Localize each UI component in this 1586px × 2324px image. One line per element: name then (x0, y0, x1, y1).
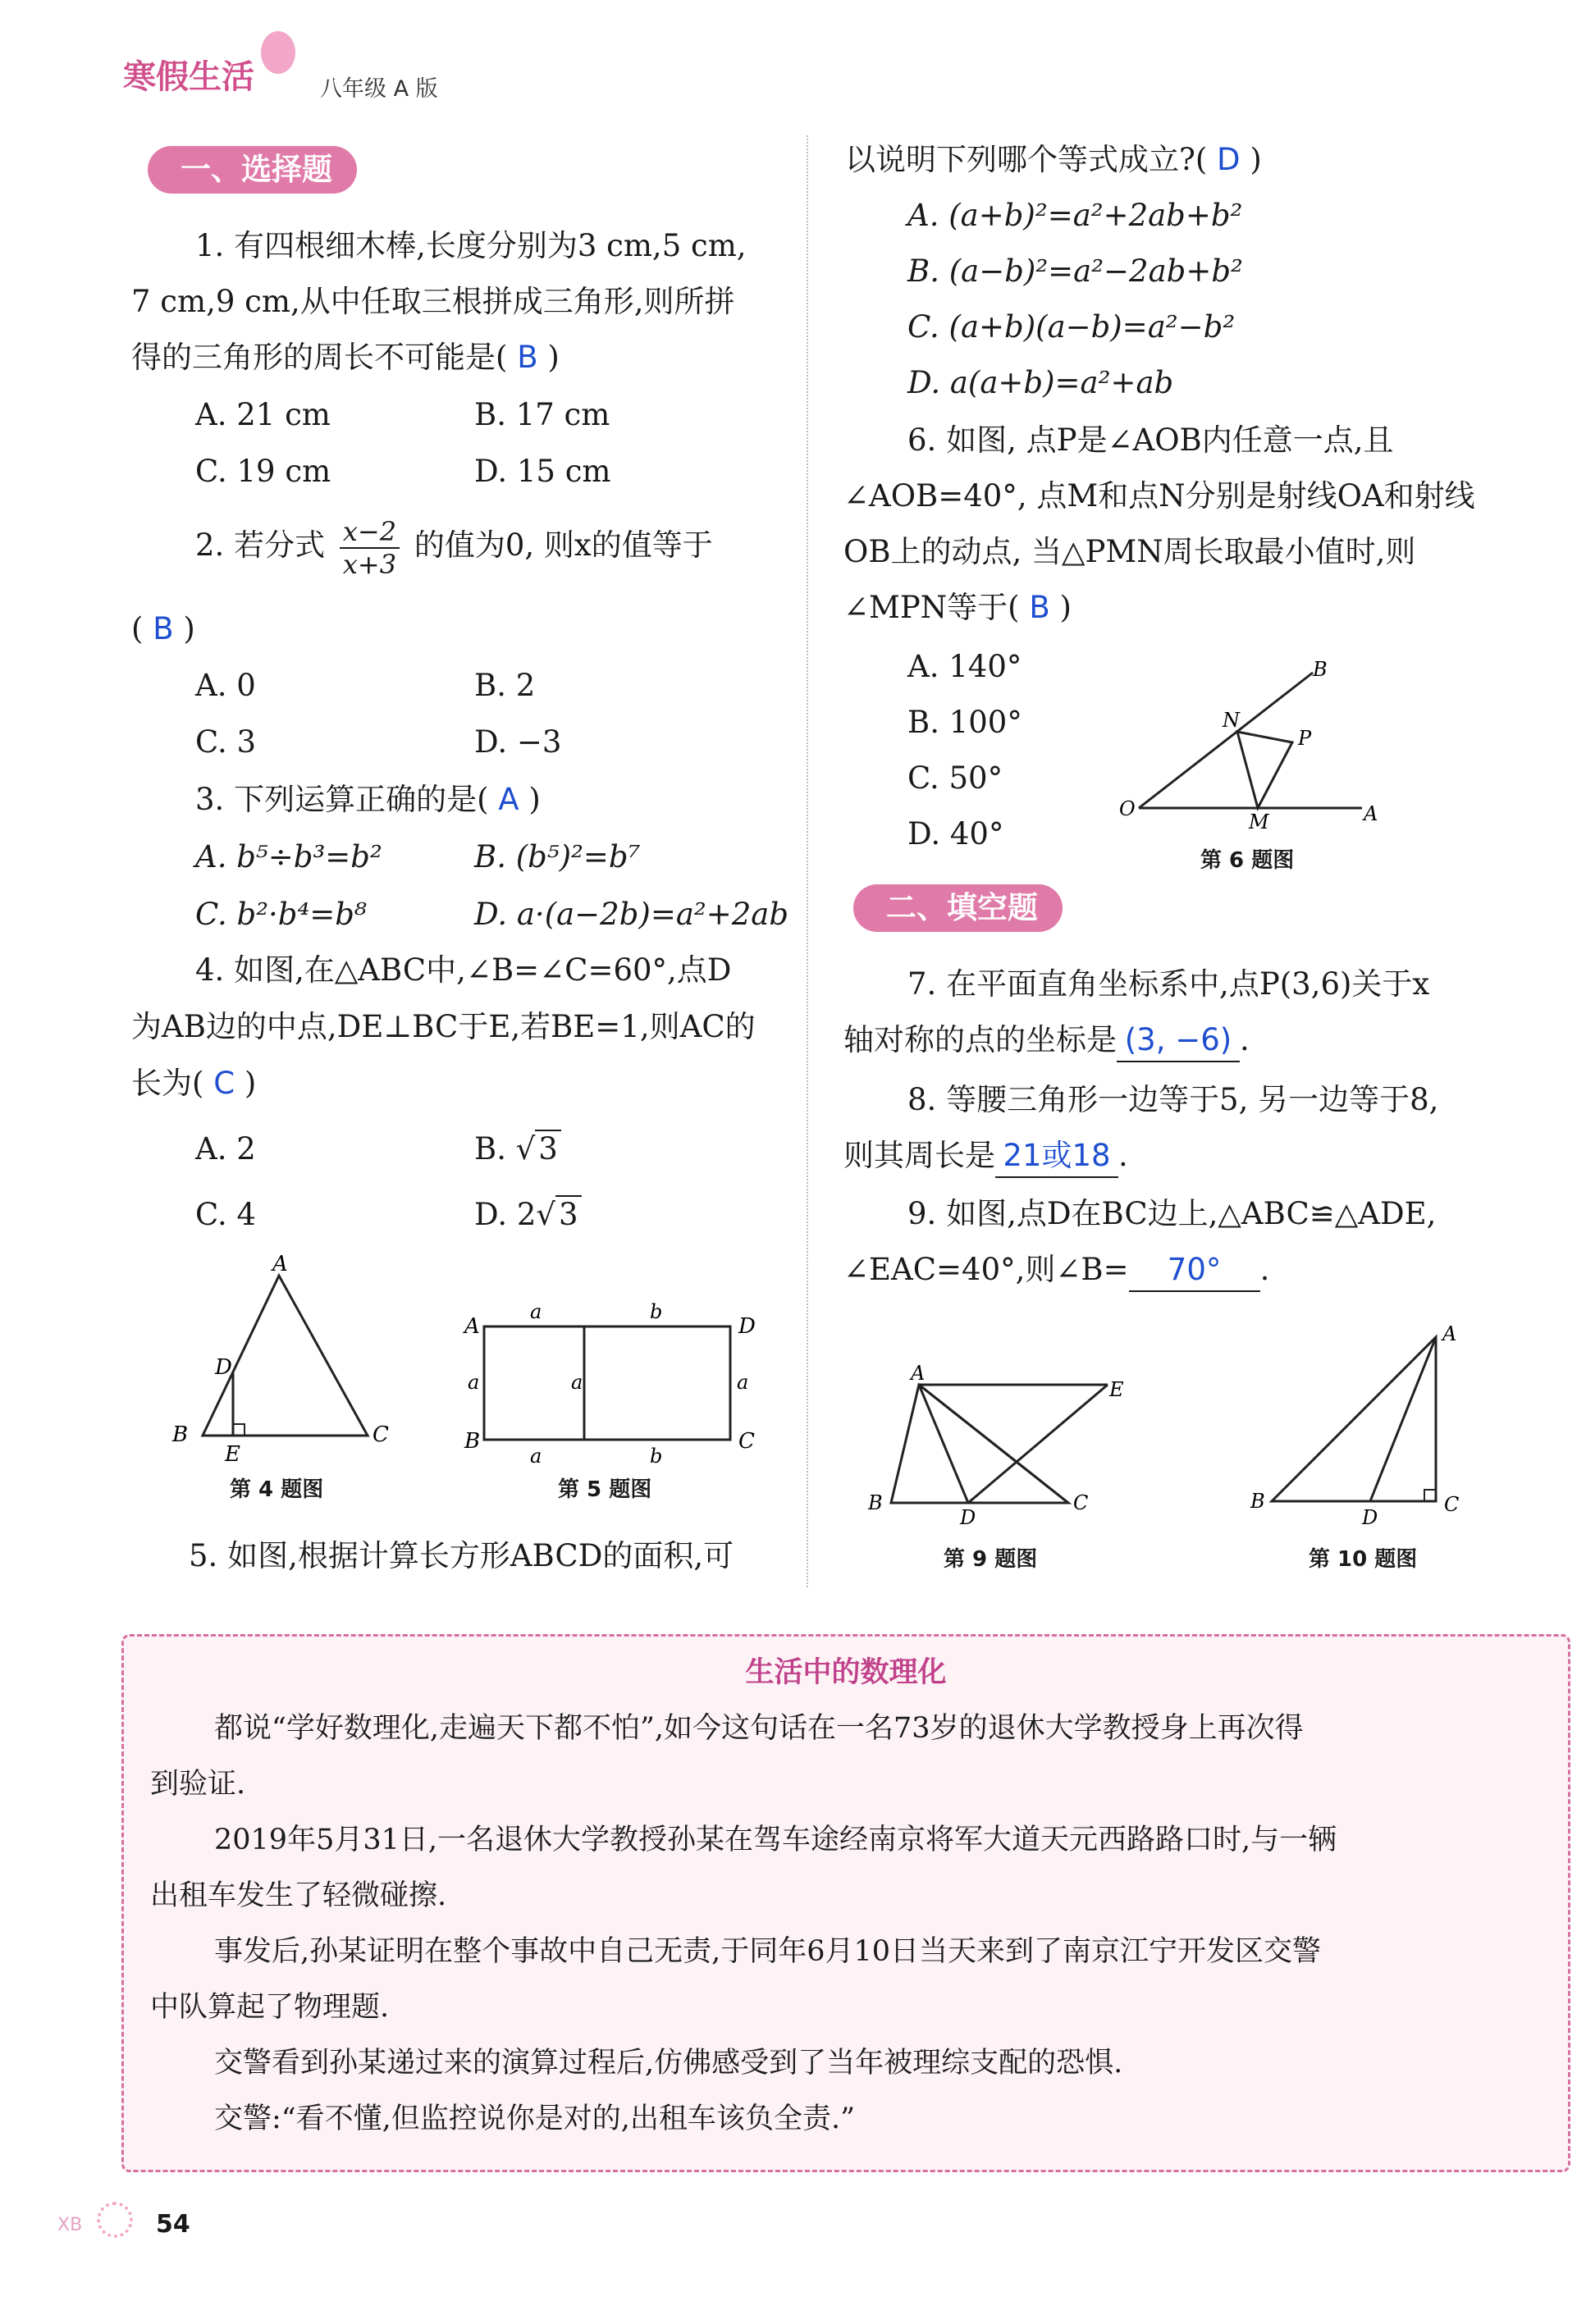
q3-option-a: A. b⁵÷b³=b² (195, 839, 382, 874)
fig5-label-c: C (738, 1429, 755, 1454)
q4-option-c: C. 4 (195, 1197, 257, 1232)
q1-option-b: B. 17 cm (474, 397, 610, 432)
section-title-choice: 一、选择题 (148, 146, 357, 194)
q6-line2: ∠AOB=40°, 点M和点N分别是射线OA和射线 (843, 478, 1475, 514)
q3-stem: 3. 下列运算正确的是( A ) (195, 782, 541, 817)
q4-line3: 长为( C ) (131, 1066, 257, 1101)
box-p4: 交警看到孙某递过来的演算过程后,仿佛感受到了当年被理综支配的恐惧. (214, 2047, 1123, 2080)
svg-text:E: E (1109, 1378, 1124, 1401)
fig4-label-c: C (373, 1422, 389, 1447)
q6-answer: B (1029, 590, 1050, 625)
q3-option-d: D. a·(a−2b)=a²+2ab (474, 897, 789, 932)
svg-text:b: b (650, 1445, 663, 1464)
q2-option-a: A. 0 (195, 668, 256, 703)
svg-text:a: a (737, 1371, 749, 1394)
q2-answer-line: ( B ) (131, 611, 195, 646)
box-p1a: 都说“学好数理化,走遍天下都不怕”,如今这句话在一名73岁的退休大学教授身上再次得 (214, 1712, 1304, 1745)
svg-text:a: a (468, 1371, 480, 1394)
q4-option-b: B. √ 3 (474, 1129, 561, 1170)
q6-option-d: D. 40° (907, 816, 1004, 852)
q1-line3: 得的三角形的周长不可能是( B ) (131, 340, 560, 375)
svg-text:A: A (911, 1362, 926, 1385)
column-divider (807, 135, 808, 1587)
q5-option-c: C. (a+b)(a−b)=a²−b² (907, 309, 1236, 345)
fig5-label-a: A (464, 1314, 480, 1339)
svg-text:A: A (1364, 802, 1378, 825)
q8-line1: 8. 等腰三角形一边等于5, 另一边等于8, (907, 1082, 1439, 1117)
q3-answer: A (498, 782, 519, 817)
q6-option-a: A. 140° (907, 649, 1022, 684)
q5-option-b: B. (a−b)²=a²−2ab+b² (907, 253, 1243, 289)
svg-text:B: B (868, 1491, 883, 1514)
figure-10 (1239, 1321, 1485, 1526)
q6-option-b: B. 100° (907, 705, 1022, 740)
svg-text:C: C (1073, 1491, 1089, 1514)
sun-icon (97, 2202, 133, 2238)
q8-line2: 则其周长是 21或18 . (843, 1135, 1128, 1178)
q2-stem: 2. 若分式 $\frac{x-2}{x+3}$ 的值为0, 则x的值等于 (195, 515, 713, 580)
q5-line1: 5. 如图,根据计算长方形ABCD的面积,可 (189, 1538, 734, 1573)
q5-option-d: D. a(a+b)=a²+ab (907, 365, 1174, 400)
q3-option-c: C. b²·b⁴=b⁸ (195, 897, 367, 932)
q4-option-a: A. 2 (195, 1131, 256, 1167)
caption-figure-6: 第 6 题图 (1200, 848, 1295, 873)
svg-text:D: D (960, 1506, 976, 1526)
figure-5 (459, 1300, 763, 1464)
q6-option-c: C. 50° (907, 760, 1003, 796)
fig4-label-a: A (272, 1252, 288, 1276)
svg-text:C: C (1444, 1493, 1460, 1516)
q4-line1: 4. 如图,在△ABC中,∠B=∠C=60°,点D (195, 952, 732, 988)
svg-text:B: B (1250, 1490, 1265, 1513)
figure-6 (1116, 648, 1387, 837)
box-p2b: 出租车发生了轻微碰擦. (150, 1879, 447, 1912)
box-p3b: 中队算起了物理题. (150, 1991, 390, 2024)
section-title-fill: 二、填空题 (853, 884, 1063, 932)
page-number: 54 (156, 2210, 190, 2239)
q1-line2: 7 cm,9 cm,从中任取三根拼成三角形,则所拼 (131, 284, 735, 319)
svg-text:N: N (1223, 709, 1240, 732)
q1-option-d: D. 15 cm (474, 454, 611, 489)
caption-figure-9: 第 9 题图 (944, 1547, 1038, 1572)
q3-option-b: B. (b⁵)²=b⁷ (474, 839, 641, 874)
box-p3a: 事发后,孙某证明在整个事故中自己无责,于同年6月10日当天来到了南京江宁开发区交警 (214, 1935, 1322, 1968)
q1-option-c: C. 19 cm (195, 454, 331, 489)
q8-answer: 21或18 (1003, 1138, 1111, 1173)
q5-answer: D (1217, 142, 1241, 177)
footer-mark: XB (57, 2215, 83, 2235)
reading-box (121, 1634, 1570, 2172)
q2-option-b: B. 2 (474, 668, 536, 703)
svg-text:O: O (1119, 797, 1136, 820)
q5-line2: 以说明下列哪个等式成立?( D ) (845, 142, 1262, 177)
q4-line2: 为AB边的中点,DE⊥BC于E,若BE=1,则AC的 (131, 1009, 756, 1044)
fig4-label-b: B (172, 1422, 189, 1447)
fig4-label-e: E (225, 1442, 240, 1467)
q6-line3: OB上的动点, 当△PMN周长取最小值时,则 (843, 534, 1416, 569)
figure-4 (164, 1251, 402, 1472)
svg-text:A: A (1442, 1322, 1457, 1345)
q2-fraction: $\frac{x-2}{x+3}$ (340, 516, 400, 580)
q1-line1: 1. 有四根细木棒,长度分别为3 cm,5 cm, (195, 228, 747, 263)
q2-option-d: D. −3 (474, 724, 562, 760)
q2-answer: B (153, 611, 174, 646)
q6-line1: 6. 如图, 点P是∠AOB内任意一点,且 (907, 422, 1394, 458)
box-p5: 交警:“看不懂,但监控说你是对的,出租车该负全责.” (214, 2103, 855, 2135)
caption-figure-5: 第 5 题图 (558, 1477, 652, 1502)
fig5-label-d: D (738, 1314, 756, 1339)
svg-text:a: a (571, 1371, 583, 1394)
svg-text:D: D (1362, 1506, 1378, 1526)
q4-answer: C (213, 1066, 235, 1101)
q9-line2: ∠EAC=40°,则∠B= 70° . (843, 1249, 1269, 1292)
q7-line1: 7. 在平面直角坐标系中,点P(3,6)关于x (907, 966, 1430, 1002)
svg-text:a: a (530, 1300, 542, 1323)
svg-text:P: P (1298, 727, 1312, 750)
balloon-icon (261, 31, 295, 74)
caption-figure-10: 第 10 题图 (1309, 1547, 1418, 1572)
q9-answer: 70° (1167, 1252, 1222, 1287)
q1-option-a: A. 21 cm (195, 397, 331, 432)
fig4-label-d: D (215, 1355, 232, 1380)
figure-9 (862, 1362, 1140, 1526)
header-edition: 八年级 A 版 (320, 76, 438, 102)
caption-figure-4: 第 4 题图 (230, 1477, 324, 1502)
q9-line1: 9. 如图,点D在BC边上,△ABC≌△ADE, (907, 1196, 1437, 1231)
header-logo: 寒假生活 (123, 58, 254, 96)
q7-answer: (3, −6) (1124, 1022, 1232, 1057)
q6-line4: ∠MPN等于( B ) (843, 590, 1072, 625)
svg-text:a: a (530, 1445, 542, 1464)
svg-text:M: M (1249, 810, 1269, 833)
q7-line2: 轴对称的点的坐标是 (3, −6) . (843, 1020, 1250, 1062)
fig5-label-b: B (464, 1429, 481, 1454)
svg-text:b: b (650, 1300, 663, 1323)
q4-option-d: D. 2√ 3 (474, 1194, 582, 1235)
svg-text:B: B (1313, 658, 1328, 681)
q1-answer: B (517, 340, 538, 375)
box-title: 生活中的数理化 (745, 1656, 947, 1689)
q2-option-c: C. 3 (195, 724, 257, 760)
box-p2a: 2019年5月31日,一名退休大学教授孙某在驾车途经南京将军大道天元西路路口时,与一辆 (214, 1824, 1337, 1856)
q5-option-a: A. (a+b)²=a²+2ab+b² (907, 198, 1243, 233)
box-p1b: 到验证. (150, 1768, 246, 1801)
